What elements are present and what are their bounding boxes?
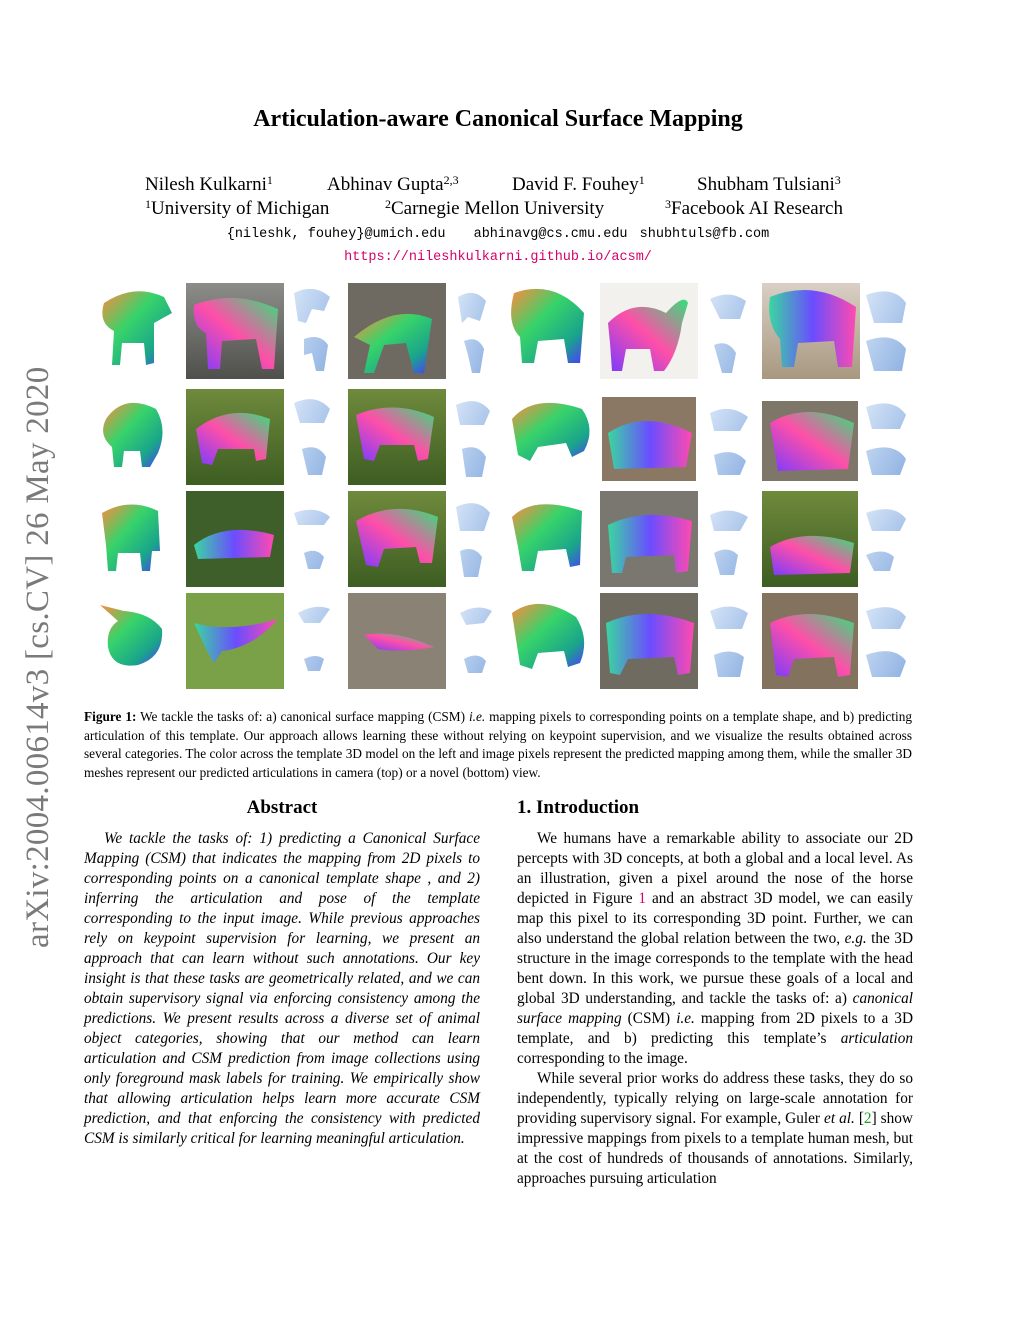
email-fb: shubhtuls@fb.com xyxy=(639,227,770,242)
intro-paragraph-2: While several prior works do address these tasks, they do so independently, typically relying on large-scale annotation for providing supervisory signal. For example, Guler et al. [2] show impressive mappings from pixels to a template human mesh, but at the cost of hundreds of thousands of annotations. Similarly, approaches pursuing articulation xyxy=(517,1070,913,1187)
abstract-section xyxy=(84,797,480,1149)
affiliation-3: $^3$Facebook AI Research xyxy=(665,197,843,219)
email-umich: {nileshk, fouhey}@umich.edu xyxy=(226,227,446,242)
email-list xyxy=(0,227,996,242)
affiliation-1: $^1$University of Michigan xyxy=(145,197,330,219)
email-cmu: abhinavg@cs.cmu.edu xyxy=(473,227,628,242)
introduction-heading: 1. Introduction xyxy=(517,797,640,818)
paper-title: Articulation-aware Canonical Surface Mapping xyxy=(253,106,743,132)
arxiv-stamp: arXiv:2004.00614v3 [cs.CV] 26 May 2020 xyxy=(20,366,56,948)
row-bird-bison xyxy=(100,593,906,689)
abstract-heading: Abstract xyxy=(246,797,318,818)
citation-2-link[interactable]: 2 xyxy=(863,1110,872,1127)
row-sheep-hippo xyxy=(103,389,906,485)
abstract-text: We tackle the tasks of: 1) predicting a Canonical Surface Mapping (CSM) that indicates the mapping from 2D pixels to corresponding points on a canonical template shape , and 2) inferring the articulation and pose of the template corresponding to the input image. While previous approaches rely on keypoint supervision for learning, we present an approach that can learn without such annotations. Our key insight is that these tasks are geometrically related, and we can obtain supervisory signal via enforcing consistency among the predictions. We present results across a diverse set of animal object categories, showing that our method can learn articulation and CSM prediction from image collections using only foreground mask labels for training. We empirically show that allowing articulation helps learn more accurate CSM prediction, and that enforcing the consistency with predicted CSM is similarly critical for learning meaningful articulation. xyxy=(84,830,480,1147)
affiliation-2: $^2$Carnegie Mellon University xyxy=(385,197,605,219)
figure-1-caption: Figure 1: We tackle the tasks of: a) canonical surface mapping (CSM) i.e. mapping pixels to corresponding points on a template shape, and b) predicting articulation of this template. Our approach allows learning these without relying on keypoint supervision, and we visualize the results obtained across several categories. The color across the template 3D model on the left and image pixels represent the predicted mapping among them, while the smaller 3D meshes represent our predicted articulations in camera (top) or a novel (bottom) view. xyxy=(84,709,912,780)
introduction-section xyxy=(517,797,913,1189)
author-2: Abhinav Gupta$^{2,3}$ xyxy=(327,173,459,195)
figure-1-ref-link[interactable]: 1 xyxy=(638,890,647,907)
row-horse-elephant xyxy=(102,283,906,379)
author-4: Shubham Tulsiani$^3$ xyxy=(697,173,841,195)
figure-label: Figure 1: xyxy=(84,709,137,724)
project-url-link[interactable]: https://nileshkulkarni.github.io/acsm/ xyxy=(344,250,652,265)
row-cow-rhino xyxy=(102,491,906,587)
intro-paragraph-1: We humans have a remarkable ability to associate our 2D percepts with 3D concepts, at both a global and a local level. As an illustration, given a pixel around the nose of the horse depicted in Figure 1 and an abstract 3D model, we can easily map this pixel to its corresponding 3D point. Further, we can also understand the global relation between the two, e.g. the 3D structure in the image corresponds to the template with the head bent down. In this work, we pursue these goals of a local and global 3D understanding, and tackle the tasks of: a) canonical surface mapping (CSM) i.e. mapping from 2D pixels to a 3D template, and b) predicting this template’s articulation corresponding to the image. xyxy=(517,830,913,1067)
author-3: David F. Fouhey$^1$ xyxy=(512,173,645,195)
figure-1-image-grid xyxy=(94,283,914,693)
author-1: Nilesh Kulkarni$^1$ xyxy=(145,173,273,195)
